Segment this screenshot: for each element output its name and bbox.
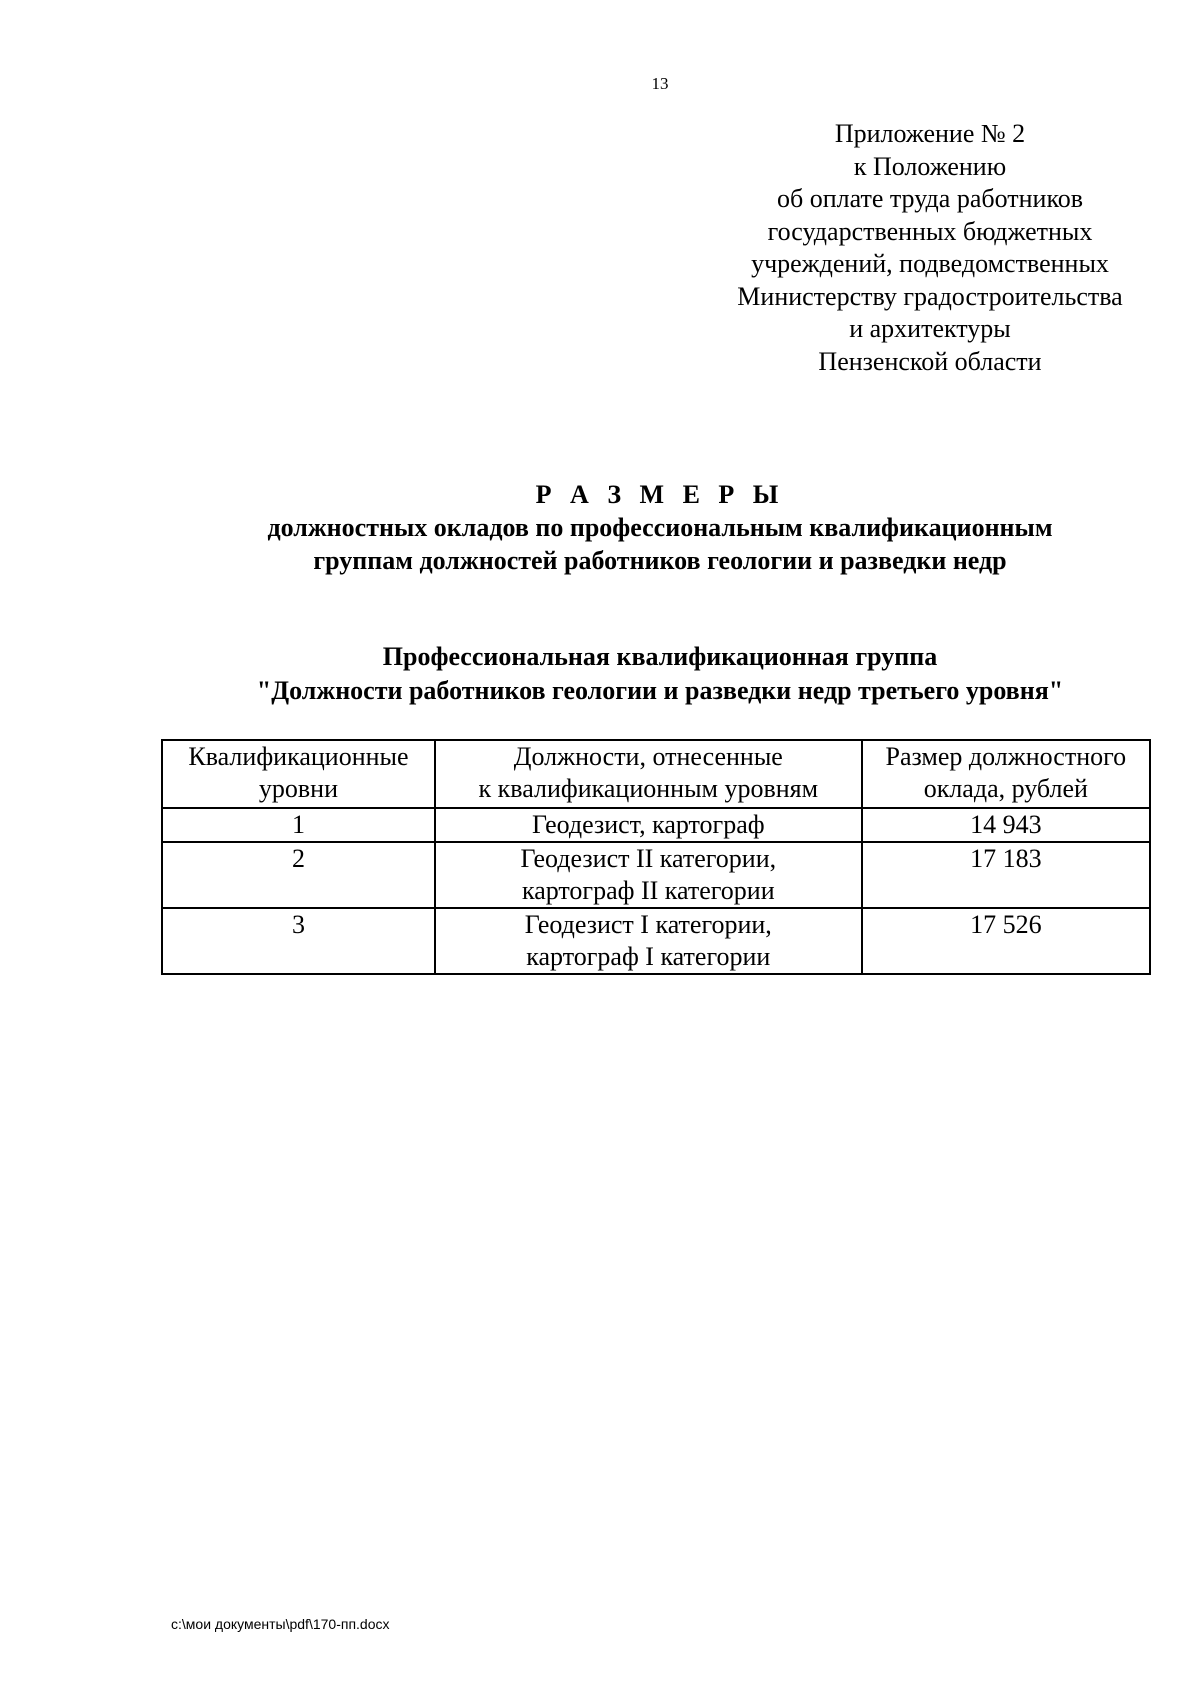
- title-line: группам должностей работников геологии и разведки недр: [313, 546, 1007, 575]
- group-line: Профессиональная квалификационная группа: [382, 642, 938, 671]
- appendix-line: Пензенской области: [818, 346, 1042, 376]
- table-row: [162, 842, 1150, 908]
- salary-table: [161, 739, 1151, 975]
- position-text: Геодезист, картограф: [532, 810, 765, 839]
- document-title: [0, 478, 1200, 577]
- header-cell-levels: [162, 740, 435, 808]
- header-text: Квалификационные: [188, 742, 409, 771]
- group-line: "Должности работников геологии и разведки недр третьего уровня": [256, 676, 1064, 705]
- title-line: должностных окладов по профессиональным квалификационным: [267, 513, 1053, 542]
- header-cell-positions: [435, 740, 862, 808]
- positions-cell: [435, 842, 862, 908]
- appendix-line: и архитектуры: [849, 314, 1011, 343]
- appendix-line: к Положению: [853, 151, 1007, 181]
- header-text: оклада, рублей: [923, 774, 1088, 803]
- positions-cell: [435, 808, 862, 842]
- appendix-line: Министерству градостроительства: [737, 281, 1123, 311]
- header-cell-salary: [862, 740, 1150, 808]
- level-cell: 3: [162, 908, 435, 974]
- appendix-line: об оплате труда работников: [776, 184, 1084, 213]
- position-text: Геодезист I категории,: [524, 910, 772, 939]
- header-text: уровни: [258, 774, 339, 803]
- level-cell: 1: [162, 808, 435, 842]
- page-number: 13: [651, 74, 669, 93]
- appendix-line: учреждений, подведомственных: [751, 249, 1109, 278]
- header-text: Размер должностного: [885, 742, 1127, 771]
- salary-cell: 17 526: [862, 908, 1150, 974]
- level-cell: 2: [162, 842, 435, 908]
- position-text: Геодезист II категории,: [520, 844, 777, 873]
- positions-cell: [435, 908, 862, 974]
- appendix-block: [650, 118, 1200, 378]
- header-text: Должности, отнесенные: [513, 742, 783, 771]
- appendix-line: государственных бюджетных: [767, 216, 1093, 246]
- salary-cell: 14 943: [862, 808, 1150, 842]
- title-heading: Р А З М Е Р Ы: [535, 480, 785, 509]
- header-text: к квалификационным уровням: [478, 774, 819, 803]
- appendix-line: Приложение № 2: [834, 119, 1026, 148]
- position-text: картограф II категории: [521, 876, 775, 905]
- table-header-row: [162, 740, 1150, 808]
- table-row: [162, 808, 1150, 842]
- footer-file-path: c:\мои документы\pdf\170-пп.docx: [171, 1616, 390, 1632]
- salary-cell: 17 183: [862, 842, 1150, 908]
- qualification-group-title: [0, 640, 1200, 708]
- table-row: [162, 908, 1150, 974]
- position-text: картограф I категории: [526, 942, 771, 971]
